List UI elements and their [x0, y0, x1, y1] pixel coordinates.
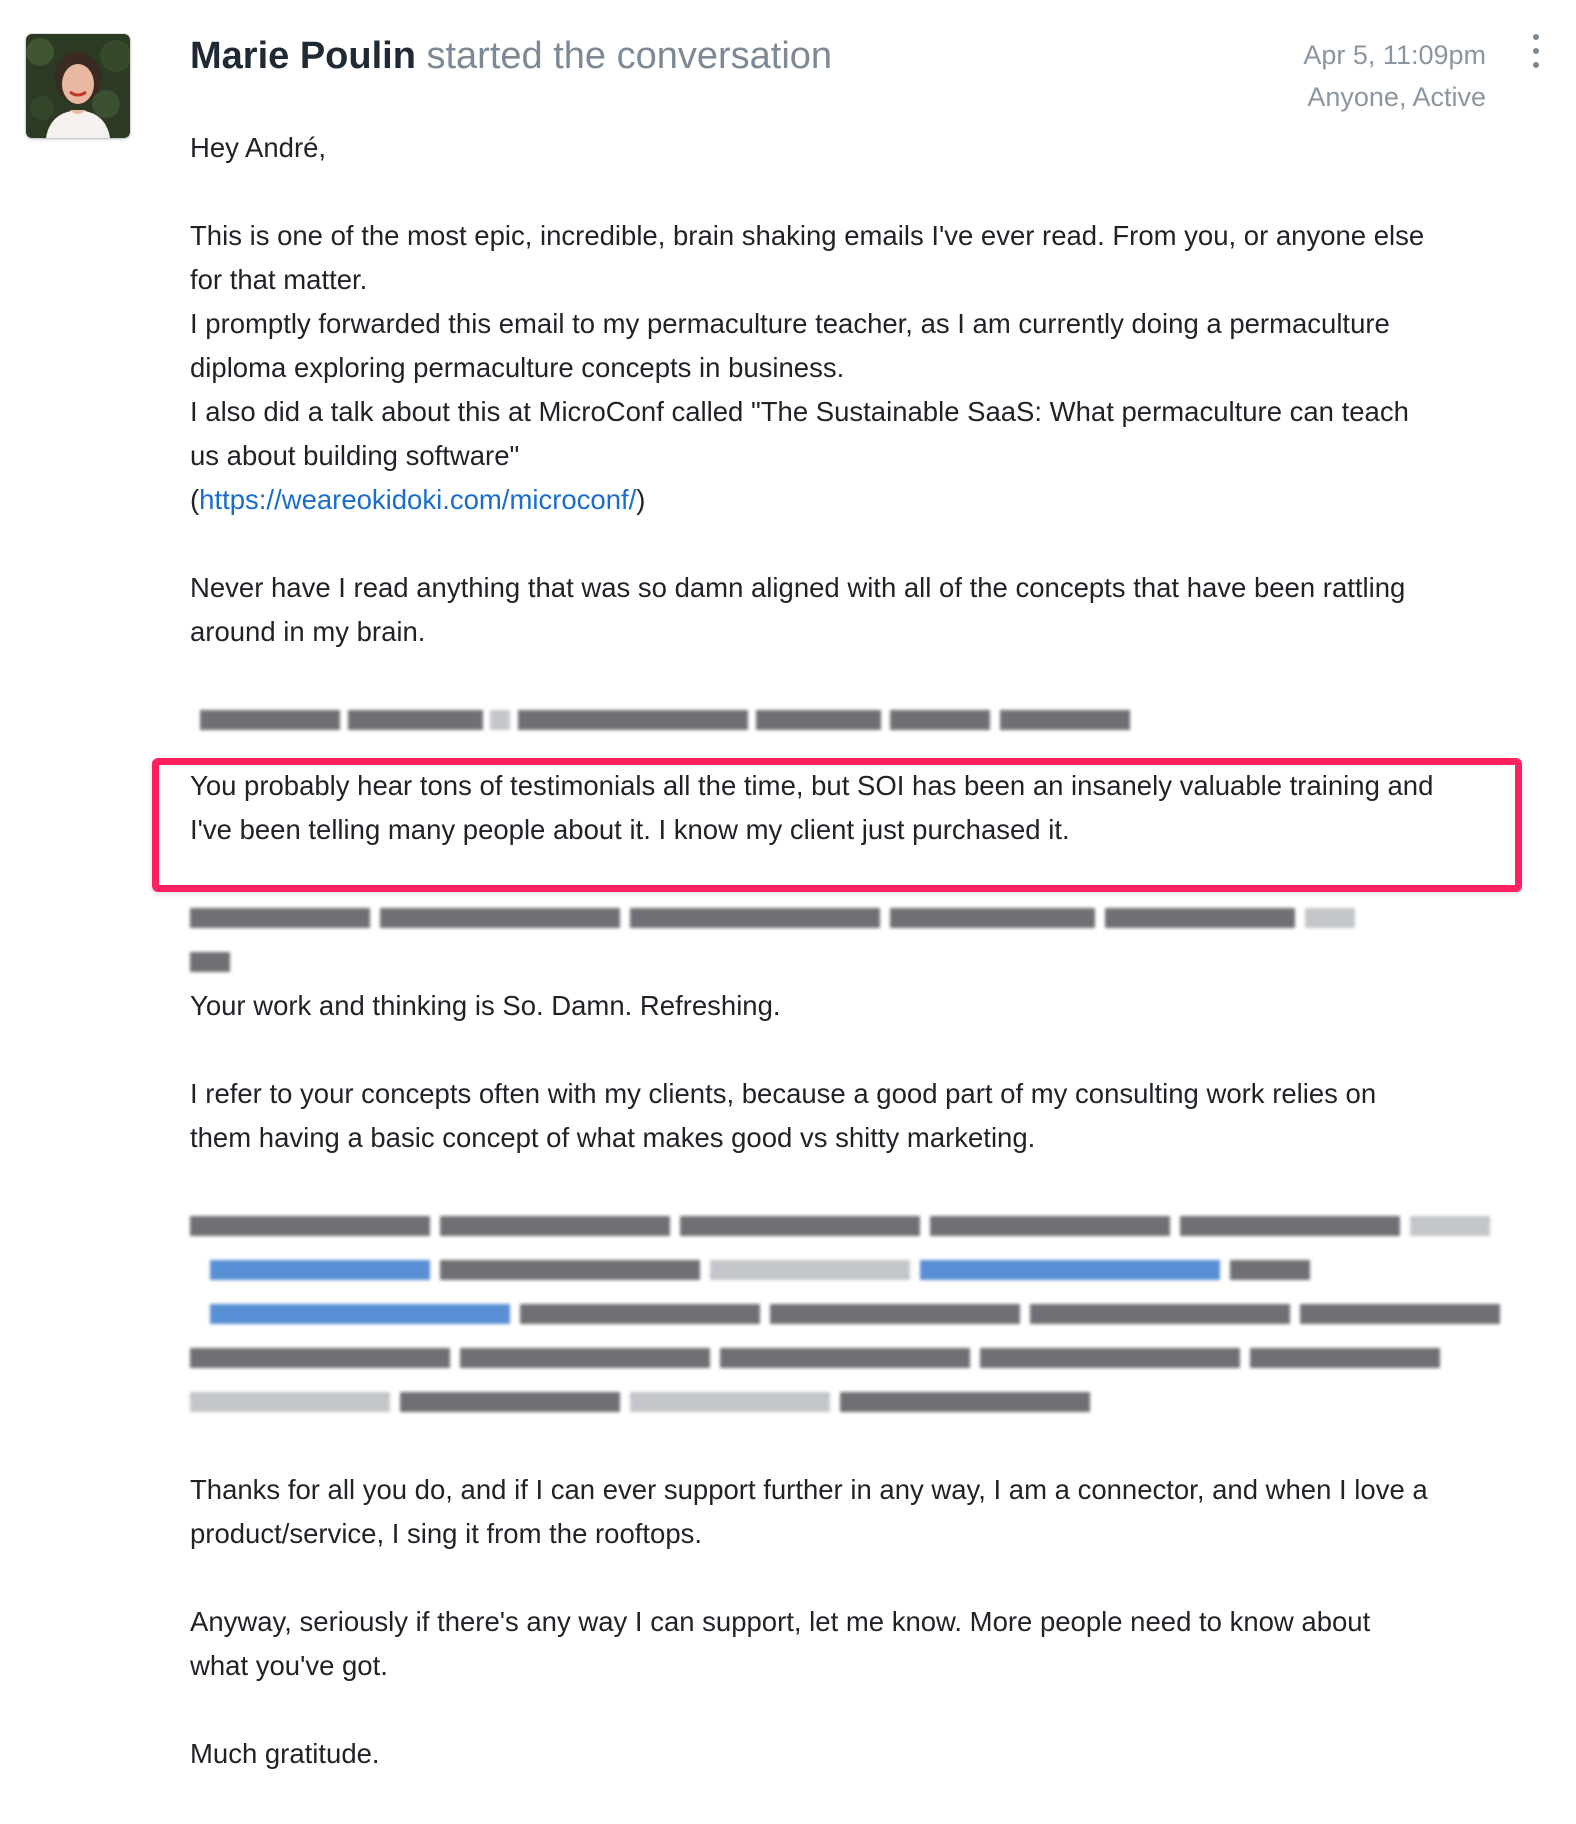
paragraph-6: [190, 1600, 1510, 1688]
paragraph-line: Your work and thinking is So. Damn. Refreshing.: [190, 990, 781, 1021]
paragraph-2: [190, 566, 1510, 654]
paragraph-line: Never have I read anything that was so damn aligned with all of the concepts that have been rattling: [190, 572, 1406, 603]
paragraph-line: Anyway, seriously if there's any way I can support, let me know. More people need to know about: [190, 1606, 1371, 1637]
testimonial-highlight-box: [152, 758, 1522, 892]
testimonial-line: You probably hear tons of testimonials all the time, but SOI has been an insanely valuable training and: [190, 770, 1434, 801]
testimonial-line: I've been telling many people about it. I know my client just purchased it.: [190, 814, 1070, 845]
author-name[interactable]: Marie Poulin: [190, 35, 416, 77]
signoff-paragraph: [190, 1732, 1510, 1776]
redacted-text: [190, 698, 1510, 742]
avatar-photo: [26, 34, 130, 138]
author-action: started the conversation: [426, 35, 833, 77]
paragraph-3: [190, 984, 1510, 1028]
microconf-link[interactable]: https://weareokidoki.com/microconf/: [199, 484, 637, 515]
redacted-text: [190, 1204, 1510, 1248]
paragraph-4: [190, 1072, 1510, 1160]
paragraph-1: [190, 214, 1510, 522]
redacted-text: [190, 896, 1510, 940]
paragraph-line: for that matter.: [190, 264, 368, 295]
paragraph-line: I refer to your concepts often with my clients, because a good part of my consulting work relies on: [190, 1078, 1377, 1109]
conversation-meta: [1303, 34, 1486, 118]
greeting-paragraph: [190, 126, 1510, 170]
paragraph-line: This is one of the most epic, incredible, brain shaking emails I've ever read. From you, or anyone else: [190, 220, 1425, 251]
paragraph-line: diploma exploring permaculture concepts in business.: [190, 352, 845, 383]
link-line: [190, 478, 1510, 522]
paragraph-line: I also did a talk about this at MicroConf called "The Sustainable SaaS: What permaculture can teach: [190, 396, 1409, 427]
more-options-dot: [1533, 62, 1539, 68]
paren-open: (: [190, 484, 200, 515]
redacted-text: [190, 940, 1510, 984]
paragraph-line: I promptly forwarded this email to my permaculture teacher, as I am currently doing a permaculture: [190, 308, 1390, 339]
paragraph-line: product/service, I sing it from the rooftops.: [190, 1518, 703, 1549]
paragraph-line: what you've got.: [190, 1650, 388, 1681]
paragraph-5: [190, 1468, 1510, 1556]
more-options-dot: [1533, 48, 1539, 54]
conversation-header: [190, 32, 832, 80]
audience-status: Anyone, Active: [1307, 82, 1486, 112]
author-avatar: [26, 34, 130, 138]
timestamp: Apr 5, 11:09pm: [1303, 40, 1486, 70]
message-body: [190, 126, 1510, 1776]
more-options-icon[interactable]: [1526, 34, 1546, 68]
paragraph-line: them having a basic concept of what makes good vs shitty marketing.: [190, 1122, 1036, 1153]
paragraph-line: Thanks for all you do, and if I can ever support further in any way, I am a connector, and when I love a: [190, 1474, 1428, 1505]
redacted-paragraph: [190, 1204, 1510, 1424]
paren-close: ): [636, 484, 646, 515]
redacted-text: [190, 1248, 1510, 1292]
greeting: Hey André,: [190, 132, 327, 163]
redacted-text: [190, 1380, 1510, 1424]
redacted-line-1: [190, 698, 1510, 742]
more-options-dot: [1533, 34, 1539, 40]
paragraph-line: us about building software": [190, 440, 520, 471]
redacted-text: [190, 1336, 1510, 1380]
signoff: Much gratitude.: [190, 1738, 380, 1769]
redacted-text: [190, 1292, 1510, 1336]
paragraph-line: around in my brain.: [190, 616, 426, 647]
redacted-line-2: [190, 896, 1510, 984]
